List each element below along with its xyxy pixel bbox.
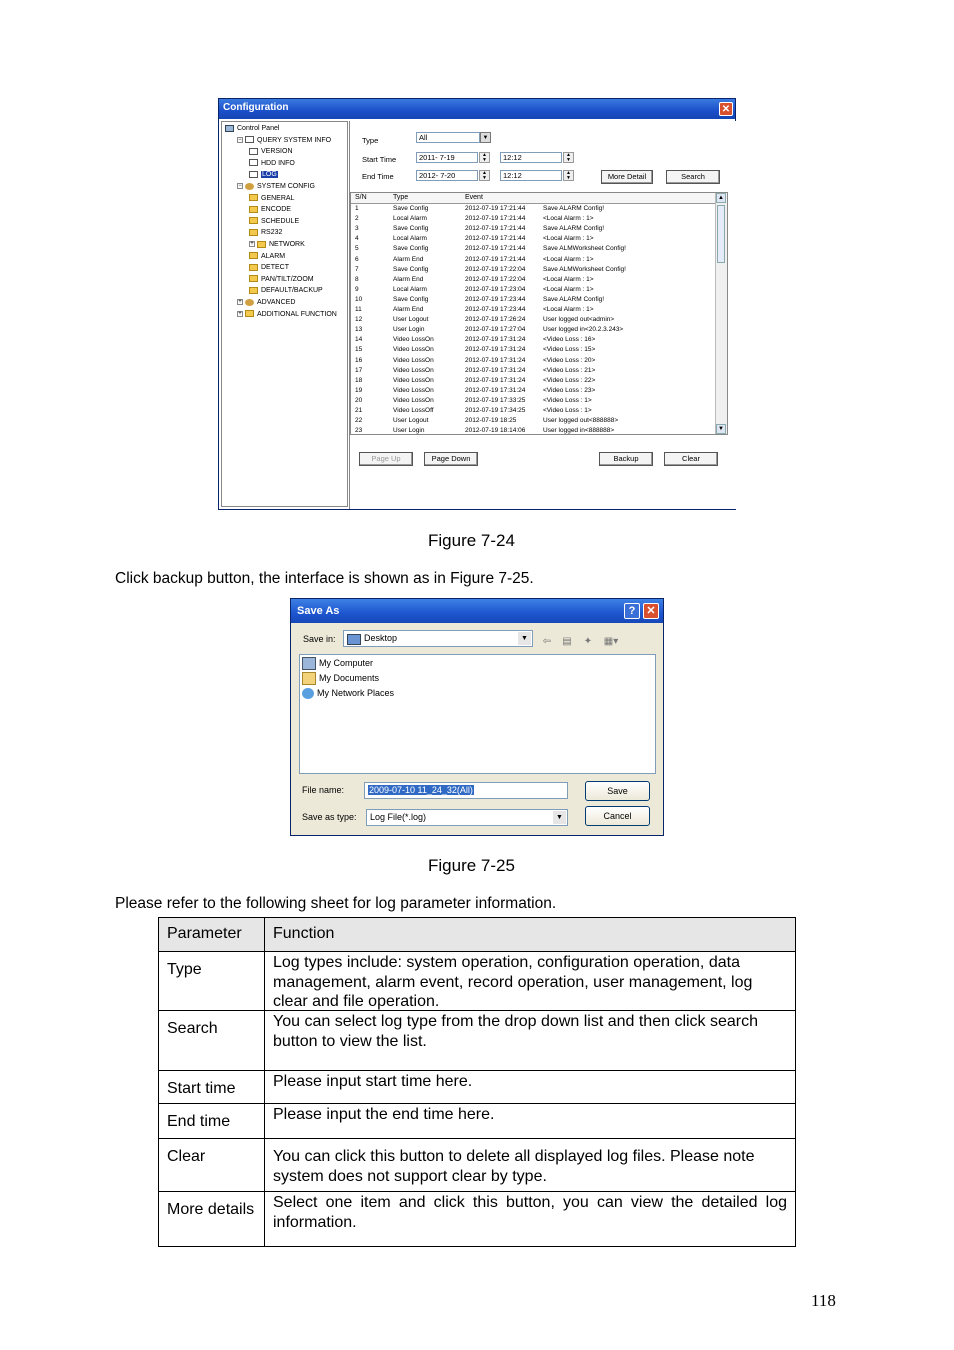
param-cell: More details: [159, 1192, 265, 1246]
tree-item-label: NETWORK: [269, 241, 305, 248]
row-event: User logged out<admin>: [543, 316, 615, 324]
desktop-icon: [347, 634, 361, 645]
row-sn: 2: [355, 215, 359, 223]
row-time: 2012-07-19 17:31:24: [465, 336, 526, 344]
table-header-row: [159, 918, 795, 952]
config-tree: [221, 121, 348, 507]
row-time: 2012-07-19 17:21:44: [465, 255, 526, 263]
row-type: Alarm End: [393, 255, 424, 263]
log-list[interactable]: [350, 192, 728, 435]
row-sn: 5: [355, 245, 359, 253]
function-cell: Please input the end time here.: [273, 1106, 495, 1123]
row-type: Save Config: [393, 225, 429, 233]
pc-icon: [225, 125, 234, 132]
row-sn: 23: [355, 427, 363, 435]
parameter-table: [158, 917, 796, 1247]
folder-icon: [249, 287, 258, 294]
save-in-value: Desktop: [364, 633, 398, 643]
table-row[interactable]: [351, 376, 716, 386]
table-row[interactable]: [351, 295, 716, 305]
row-time: 2012-07-19 18:25: [465, 417, 517, 425]
start-date-spinner[interactable]: ▲ ▼: [479, 152, 490, 163]
save-type-select[interactable]: [366, 809, 568, 826]
tree-item[interactable]: [225, 124, 279, 133]
table-row[interactable]: [351, 285, 716, 295]
file-name-value: 2009-07-10 11_24_32(All): [369, 785, 473, 795]
type-label: Type: [362, 136, 379, 145]
tree-item[interactable]: [249, 263, 289, 272]
scroll-up-icon[interactable]: ▲: [716, 193, 726, 203]
tree-item-label: ALARM: [261, 252, 286, 260]
folder-icon: [245, 310, 254, 317]
start-date-input[interactable]: 2011- 7-19: [416, 152, 478, 163]
row-time: 2012-07-19 17:21:44: [465, 235, 526, 243]
table-row[interactable]: [351, 406, 716, 416]
row-type: User Login: [393, 427, 425, 435]
up-folder-icon[interactable]: ▤: [562, 636, 572, 647]
table-row: [159, 951, 795, 1010]
tree-item-label: ADDITIONAL FUNCTION: [257, 310, 337, 318]
cancel-button[interactable]: Cancel: [585, 806, 650, 826]
tree-item-label: ENCODE: [261, 206, 291, 214]
folder-icon: [249, 217, 258, 224]
tree-item[interactable]: [249, 252, 285, 261]
row-type: Video LossOn: [393, 396, 434, 404]
tree-item[interactable]: [237, 298, 295, 307]
end-time-spinner[interactable]: ▲ ▼: [563, 170, 574, 181]
tree-item[interactable]: [249, 159, 295, 168]
configuration-window: [218, 98, 736, 510]
row-event: <Video Loss : 21>: [543, 366, 596, 374]
gear-icon: [245, 183, 254, 190]
tree-item-label: QUERY SYSTEM INFO: [257, 136, 332, 144]
row-type: Video LossOn: [393, 366, 434, 374]
row-type: Video LossOn: [393, 386, 434, 394]
page-up-button[interactable]: Page Up: [359, 452, 413, 466]
row-event: <Local Alarm : 1>: [543, 255, 594, 263]
tree-item-label: ADVANCED: [257, 299, 296, 306]
row-type: User Login: [393, 326, 425, 334]
row-event: <Video Loss : 16>: [543, 336, 596, 344]
help-icon[interactable]: ?: [624, 603, 640, 619]
table-row[interactable]: [351, 305, 716, 315]
row-sn: 14: [355, 336, 363, 344]
param-cell: Start time: [159, 1071, 265, 1103]
save-in-select[interactable]: [343, 630, 533, 647]
row-time: 2012-07-19 17:21:44: [465, 215, 526, 223]
folder-icon: [249, 275, 258, 282]
start-time-spinner[interactable]: ▲ ▼: [563, 152, 574, 163]
row-type: Video LossOn: [393, 356, 434, 364]
doc-icon: [249, 148, 258, 155]
end-date-spinner[interactable]: ▲ ▼: [479, 170, 490, 181]
expand-icon[interactable]: +: [238, 299, 242, 306]
row-sn: 4: [355, 235, 359, 243]
folder-icon: [249, 229, 258, 236]
row-time: 2012-07-19 17:22:04: [465, 275, 526, 283]
row-time: 2012-07-19 17:23:44: [465, 306, 526, 313]
list-item[interactable]: [302, 672, 379, 685]
row-type: Alarm End: [393, 275, 424, 283]
row-time: 2012-07-19 17:27:04: [465, 326, 526, 334]
header-cell: Function: [265, 918, 795, 952]
tree-item[interactable]: [249, 275, 314, 284]
row-sn: 18: [355, 376, 363, 384]
table-row[interactable]: [351, 386, 716, 396]
figure-caption: Figure 7-25: [428, 856, 515, 875]
row-event: <Video Loss : 22>: [543, 376, 596, 384]
column-header-sn: S/N: [355, 194, 367, 201]
backup-button[interactable]: Backup: [599, 452, 653, 466]
tree-item-label: SYSTEM CONFIG: [257, 183, 315, 190]
row-time: 2012-07-19 17:31:24: [465, 376, 526, 384]
row-type: Video LossOn: [393, 346, 434, 354]
folder-icon: [249, 264, 258, 271]
row-type: Local Alarm: [393, 235, 427, 243]
row-sn: 9: [355, 285, 359, 293]
save-in-label: Save in:: [303, 634, 336, 644]
row-sn: 22: [355, 417, 363, 425]
row-time: 2012-07-19 17:34:25: [465, 407, 526, 414]
row-time: 2012-07-19 17:31:24: [465, 386, 526, 394]
save-type-value: Log File(*.log): [370, 812, 427, 822]
save-button[interactable]: Save: [585, 781, 650, 801]
title-bar: [219, 99, 735, 119]
function-cell: You can click this button to delete all displayed log files. Please note system does not support clear by type.: [273, 1148, 755, 1185]
tree-item[interactable]: [249, 240, 305, 249]
type-select[interactable]: All: [416, 132, 480, 143]
row-sn: 21: [355, 407, 363, 414]
row-type: Video LossOn: [393, 376, 434, 384]
row-time: 2012-07-19 17:26:24: [465, 316, 526, 324]
row-event: <Video Loss : 1>: [543, 407, 592, 414]
list-item[interactable]: [302, 657, 373, 670]
dialog-title: Save As: [297, 605, 340, 617]
row-time: 2012-07-19 17:22:04: [465, 265, 526, 273]
table-row[interactable]: [351, 204, 716, 214]
tree-item-label: DEFAULT/BACKUP: [261, 287, 323, 295]
file-name-input[interactable]: [364, 782, 568, 799]
row-type: User Logout: [393, 417, 429, 425]
paragraph: Click backup button, the interface is shown as in Figure 7-25.: [115, 570, 534, 587]
table-row[interactable]: [351, 214, 716, 224]
tree-item-label: VERSION: [261, 148, 293, 156]
row-sn: 10: [355, 295, 363, 303]
figure-caption: Figure 7-24: [428, 531, 515, 550]
folder-icon: [249, 252, 258, 259]
row-type: Alarm End: [393, 306, 424, 313]
table-row[interactable]: [351, 356, 716, 366]
row-time: 2012-07-19 17:21:44: [465, 245, 526, 253]
row-event: User logged in<20.2.3.243>: [543, 326, 624, 334]
row-time: 2012-07-19 18:14:06: [465, 427, 526, 435]
row-time: 2012-07-19 17:21:44: [465, 225, 526, 233]
close-icon[interactable]: ✕: [719, 102, 733, 116]
tree-item[interactable]: [237, 182, 315, 191]
network-icon: [302, 688, 314, 699]
row-type: Save Config: [393, 295, 429, 303]
collapse-icon[interactable]: −: [238, 183, 242, 190]
file-name-label: File name:: [302, 785, 345, 795]
folder-icon: [249, 194, 258, 201]
table-row[interactable]: [351, 315, 716, 325]
row-type: User Logout: [393, 316, 429, 324]
tree-item-label: GENERAL: [261, 194, 295, 202]
row-event: <Video Loss : 20>: [543, 356, 596, 364]
chevron-down-icon[interactable]: ▼: [553, 811, 566, 824]
end-date-input[interactable]: 2012- 7-20: [416, 170, 478, 181]
tree-item-label: HDD INFO: [261, 159, 295, 167]
search-button[interactable]: Search: [666, 170, 720, 184]
table-row[interactable]: [351, 366, 716, 376]
row-event: <Local Alarm : 1>: [543, 215, 594, 223]
end-time-input[interactable]: 12:12: [500, 170, 562, 181]
title-bar: [291, 599, 663, 623]
tree-item[interactable]: [249, 286, 323, 295]
row-time: 2012-07-19 17:23:04: [465, 285, 526, 293]
table-row: [159, 1191, 795, 1246]
chevron-down-icon[interactable]: ▼: [480, 132, 491, 143]
doc-icon: [249, 159, 258, 166]
close-icon[interactable]: ✕: [643, 603, 659, 619]
row-sn: 13: [355, 326, 363, 334]
start-time-label: Start Time: [362, 155, 397, 164]
column-header-type: Type: [393, 194, 409, 201]
tree-item[interactable]: [237, 136, 331, 145]
log-list-header: [351, 193, 716, 204]
row-sn: 17: [355, 366, 363, 374]
row-event: Save ALMWorksheet Config!: [543, 265, 626, 273]
row-type: Video LossOn: [393, 336, 434, 344]
param-cell: End time: [159, 1104, 265, 1138]
row-event: Save ALARM Config!: [543, 205, 605, 212]
end-time-label: End Time: [362, 172, 394, 181]
tree-item[interactable]: [249, 194, 294, 203]
table-row: [159, 1010, 795, 1070]
clear-button[interactable]: Clear: [664, 452, 718, 466]
row-event: User logged in<888888>: [543, 427, 615, 435]
tree-item[interactable]: [249, 147, 293, 156]
tree-item-label: Control Panel: [237, 125, 280, 132]
table-row: [159, 1103, 795, 1138]
folder-icon: [249, 206, 258, 213]
tree-item-label: RS232: [261, 229, 283, 237]
list-item-label: My Network Places: [317, 688, 395, 698]
page-number: 118: [811, 1291, 836, 1310]
header-cell: Parameter: [159, 918, 265, 952]
table-row[interactable]: [351, 426, 716, 435]
table-row: [159, 1070, 795, 1103]
list-item-label: My Computer: [319, 658, 374, 668]
row-sn: 3: [355, 225, 359, 233]
view-menu-icon[interactable]: ▦▾: [603, 636, 619, 647]
table-row[interactable]: [351, 345, 716, 355]
function-cell: Please input start time here.: [273, 1073, 473, 1090]
table-row[interactable]: [351, 335, 716, 345]
table-row: [159, 1138, 795, 1191]
documents-icon: [302, 672, 316, 685]
table-row[interactable]: [351, 275, 716, 285]
window-title: Configuration: [223, 102, 289, 113]
tree-item[interactable]: [249, 170, 278, 179]
doc-icon: [249, 171, 258, 178]
back-arrow-icon[interactable]: ⇦: [542, 636, 552, 647]
row-time: 2012-07-19 17:31:24: [465, 356, 526, 364]
row-type: Save Config: [393, 265, 429, 273]
list-item[interactable]: [302, 687, 394, 700]
tree-item-label: DETECT: [261, 264, 289, 272]
table-row[interactable]: [351, 234, 716, 244]
table-row[interactable]: [351, 244, 716, 254]
computer-icon: [302, 657, 316, 670]
row-type: Save Config: [393, 205, 429, 212]
folder-icon: [257, 241, 266, 248]
row-type: Local Alarm: [393, 215, 427, 223]
param-cell: Clear: [159, 1139, 265, 1191]
row-event: <Local Alarm : 1>: [543, 306, 594, 313]
more-detail-button[interactable]: More Detail: [601, 170, 653, 184]
row-event: Save ALARM Config!: [543, 225, 605, 233]
row-sn: 8: [355, 275, 359, 283]
row-event: User logged out<888888>: [543, 417, 619, 425]
function-cell: You can select log type from the drop down list and then click search button to view the list.: [273, 1013, 759, 1050]
column-header-event: Event: [465, 194, 483, 201]
row-event: <Local Alarm : 1>: [543, 275, 594, 283]
save-as-dialog: [290, 598, 664, 836]
list-item-label: My Documents: [319, 673, 380, 683]
tree-item-label: SCHEDULE: [261, 217, 300, 225]
row-sn: 16: [355, 356, 363, 364]
doc-icon: [245, 136, 254, 143]
row-event: <Video Loss : 15>: [543, 346, 596, 354]
page-down-button[interactable]: Page Down: [424, 452, 478, 466]
row-sn: 11: [355, 306, 362, 313]
scroll-down-icon[interactable]: ▼: [716, 424, 726, 434]
row-sn: 1: [355, 205, 359, 212]
param-cell: Type: [159, 952, 265, 1010]
row-time: 2012-07-19 17:31:24: [465, 366, 526, 374]
tree-item-label: LOG: [262, 171, 277, 179]
save-type-label: Save as type:: [302, 812, 357, 822]
collapse-icon[interactable]: −: [238, 136, 242, 143]
table-row[interactable]: [351, 325, 716, 335]
scroll-thumb[interactable]: [717, 205, 725, 263]
table-row[interactable]: [351, 224, 716, 234]
row-time: 2012-07-19 17:31:24: [465, 346, 526, 354]
row-type: Video LossOff: [393, 407, 434, 414]
row-event: <Local Alarm : 1>: [543, 235, 594, 243]
table-row[interactable]: [351, 416, 716, 426]
row-time: 2012-07-19 17:23:44: [465, 295, 526, 303]
new-folder-icon[interactable]: ✦: [583, 636, 593, 647]
function-cell: Log types include: system operation, configuration operation, data management, alarm event, record operation, user management, log clear and file operation.: [273, 954, 753, 1010]
row-event: <Video Loss : 1>: [543, 396, 592, 404]
row-time: 2012-07-19 17:21:44: [465, 205, 526, 212]
row-sn: 12: [355, 316, 363, 324]
function-cell: Select one item and click this button, you can view the detailed log information.: [273, 1194, 787, 1231]
row-sn: 20: [355, 396, 363, 404]
row-event: Save ALARM Config!: [543, 295, 605, 303]
tree-item-label: PAN/TILT/ZOOM: [261, 275, 314, 283]
row-time: 2012-07-19 17:33:25: [465, 396, 526, 404]
row-sn: 6: [355, 255, 359, 263]
row-sn: 15: [355, 346, 363, 354]
tree-item[interactable]: [249, 217, 299, 226]
row-event: <Local Alarm : 1>: [543, 285, 594, 293]
gear-icon: [245, 299, 254, 306]
tree-item[interactable]: [249, 228, 282, 237]
table-row[interactable]: [351, 265, 716, 275]
expand-icon[interactable]: +: [238, 310, 242, 317]
row-event: Save ALMWorksheet Config!: [543, 245, 626, 253]
row-sn: 7: [355, 265, 359, 273]
paragraph: Please refer to the following sheet for log parameter information.: [115, 895, 557, 912]
file-list[interactable]: [299, 654, 656, 774]
table-row[interactable]: [351, 255, 716, 265]
param-cell: Search: [159, 1011, 265, 1070]
row-type: Save Config: [393, 245, 429, 253]
chevron-down-icon[interactable]: ▼: [518, 632, 531, 645]
row-event: <Video Loss : 23>: [543, 386, 596, 394]
row-sn: 19: [355, 386, 363, 394]
log-scrollbar[interactable]: [715, 193, 727, 434]
tree-item[interactable]: [249, 205, 291, 214]
start-time-input[interactable]: 12:12: [500, 152, 562, 163]
table-row[interactable]: [351, 396, 716, 406]
expand-icon[interactable]: +: [250, 241, 254, 248]
row-type: Local Alarm: [393, 285, 427, 293]
tree-item[interactable]: [237, 310, 337, 319]
